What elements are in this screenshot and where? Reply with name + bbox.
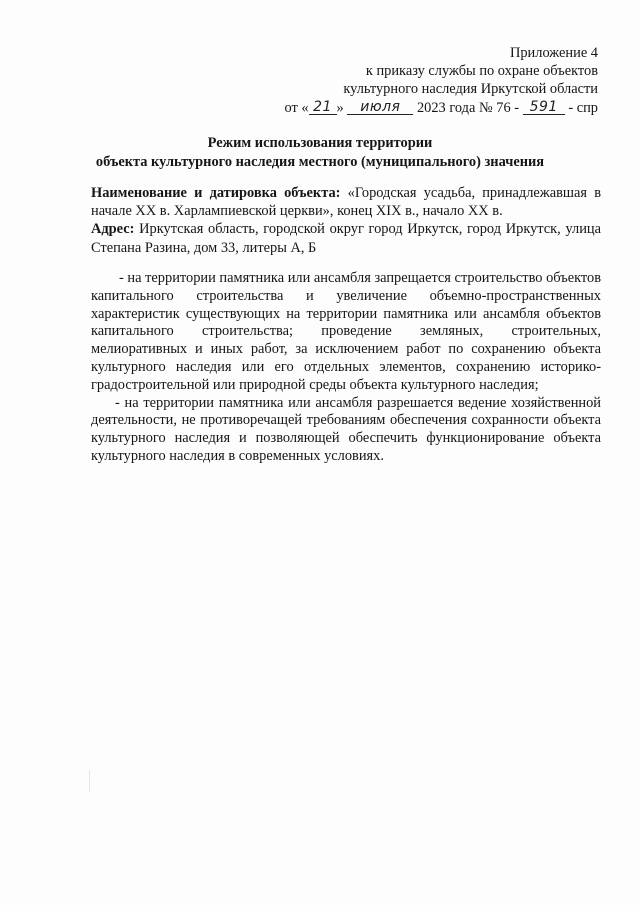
date-prefix: от « <box>284 99 309 116</box>
handwritten-order-number: 591 <box>523 100 565 115</box>
usage-rules <box>91 270 601 466</box>
object-name-label: Наименование и датировка объекта: <box>91 185 341 201</box>
scan-artifact <box>89 770 90 792</box>
order-suffix: - спр <box>568 99 598 116</box>
object-address-value: Иркутская область, городской округ город Иркутск, город Иркутск, улица Степана Разина, дом 33, литеры А, Б <box>91 221 601 256</box>
object-address-paragraph <box>91 220 601 256</box>
appendix-title: Приложение 4 <box>509 45 598 61</box>
appendix-order-line: к приказу службы по охране объектов <box>365 63 598 80</box>
handwritten-day: 21 <box>309 100 337 115</box>
object-info <box>91 184 601 257</box>
object-address-label: Адрес: <box>91 221 135 238</box>
date-year: 2023 года № 76 - <box>416 99 520 116</box>
appendix-header <box>284 44 598 117</box>
date-mid: » <box>336 99 344 116</box>
rule-permitted: - на территории памятника или ансамбля разрешается ведение хозяйственной деятельности, не противоречащей требованиям обеспечения сохранности объекта культурного наследия и позволяющей обеспечить функционирование объекта культурного наследия в современных условиях. <box>91 394 601 464</box>
appendix-authority-line: культурного наследия Иркутской области <box>343 81 598 98</box>
title-line-1: Режим использования территории <box>207 135 433 151</box>
object-name-value: «Городская усадьба, принадлежавшая в начале XX в. Харлампиевской церкви», конец XIX в., начало XX в. <box>91 185 601 220</box>
object-name-paragraph <box>91 184 601 220</box>
title-line-2: объекта культурного наследия местного (муниципального) значения <box>95 153 545 170</box>
document-title <box>0 134 640 171</box>
rule-prohibited: - на территории памятника или ансамбля запрещается строительство объектов капитального строительства и увеличение объемно-пространственных характеристик существующих на территории памятника или ансамбля объектов капитального строительства; проведение земляных, строительных, мелиоративных и иных работ, за исключением работ по сохранению объекта культурного наследия или его отдельных элементов, сохранению историко-градостроительной или природной среды объекта культурного наследия; <box>91 270 601 393</box>
appendix-date-line <box>284 99 598 117</box>
handwritten-month: июля <box>347 100 413 115</box>
